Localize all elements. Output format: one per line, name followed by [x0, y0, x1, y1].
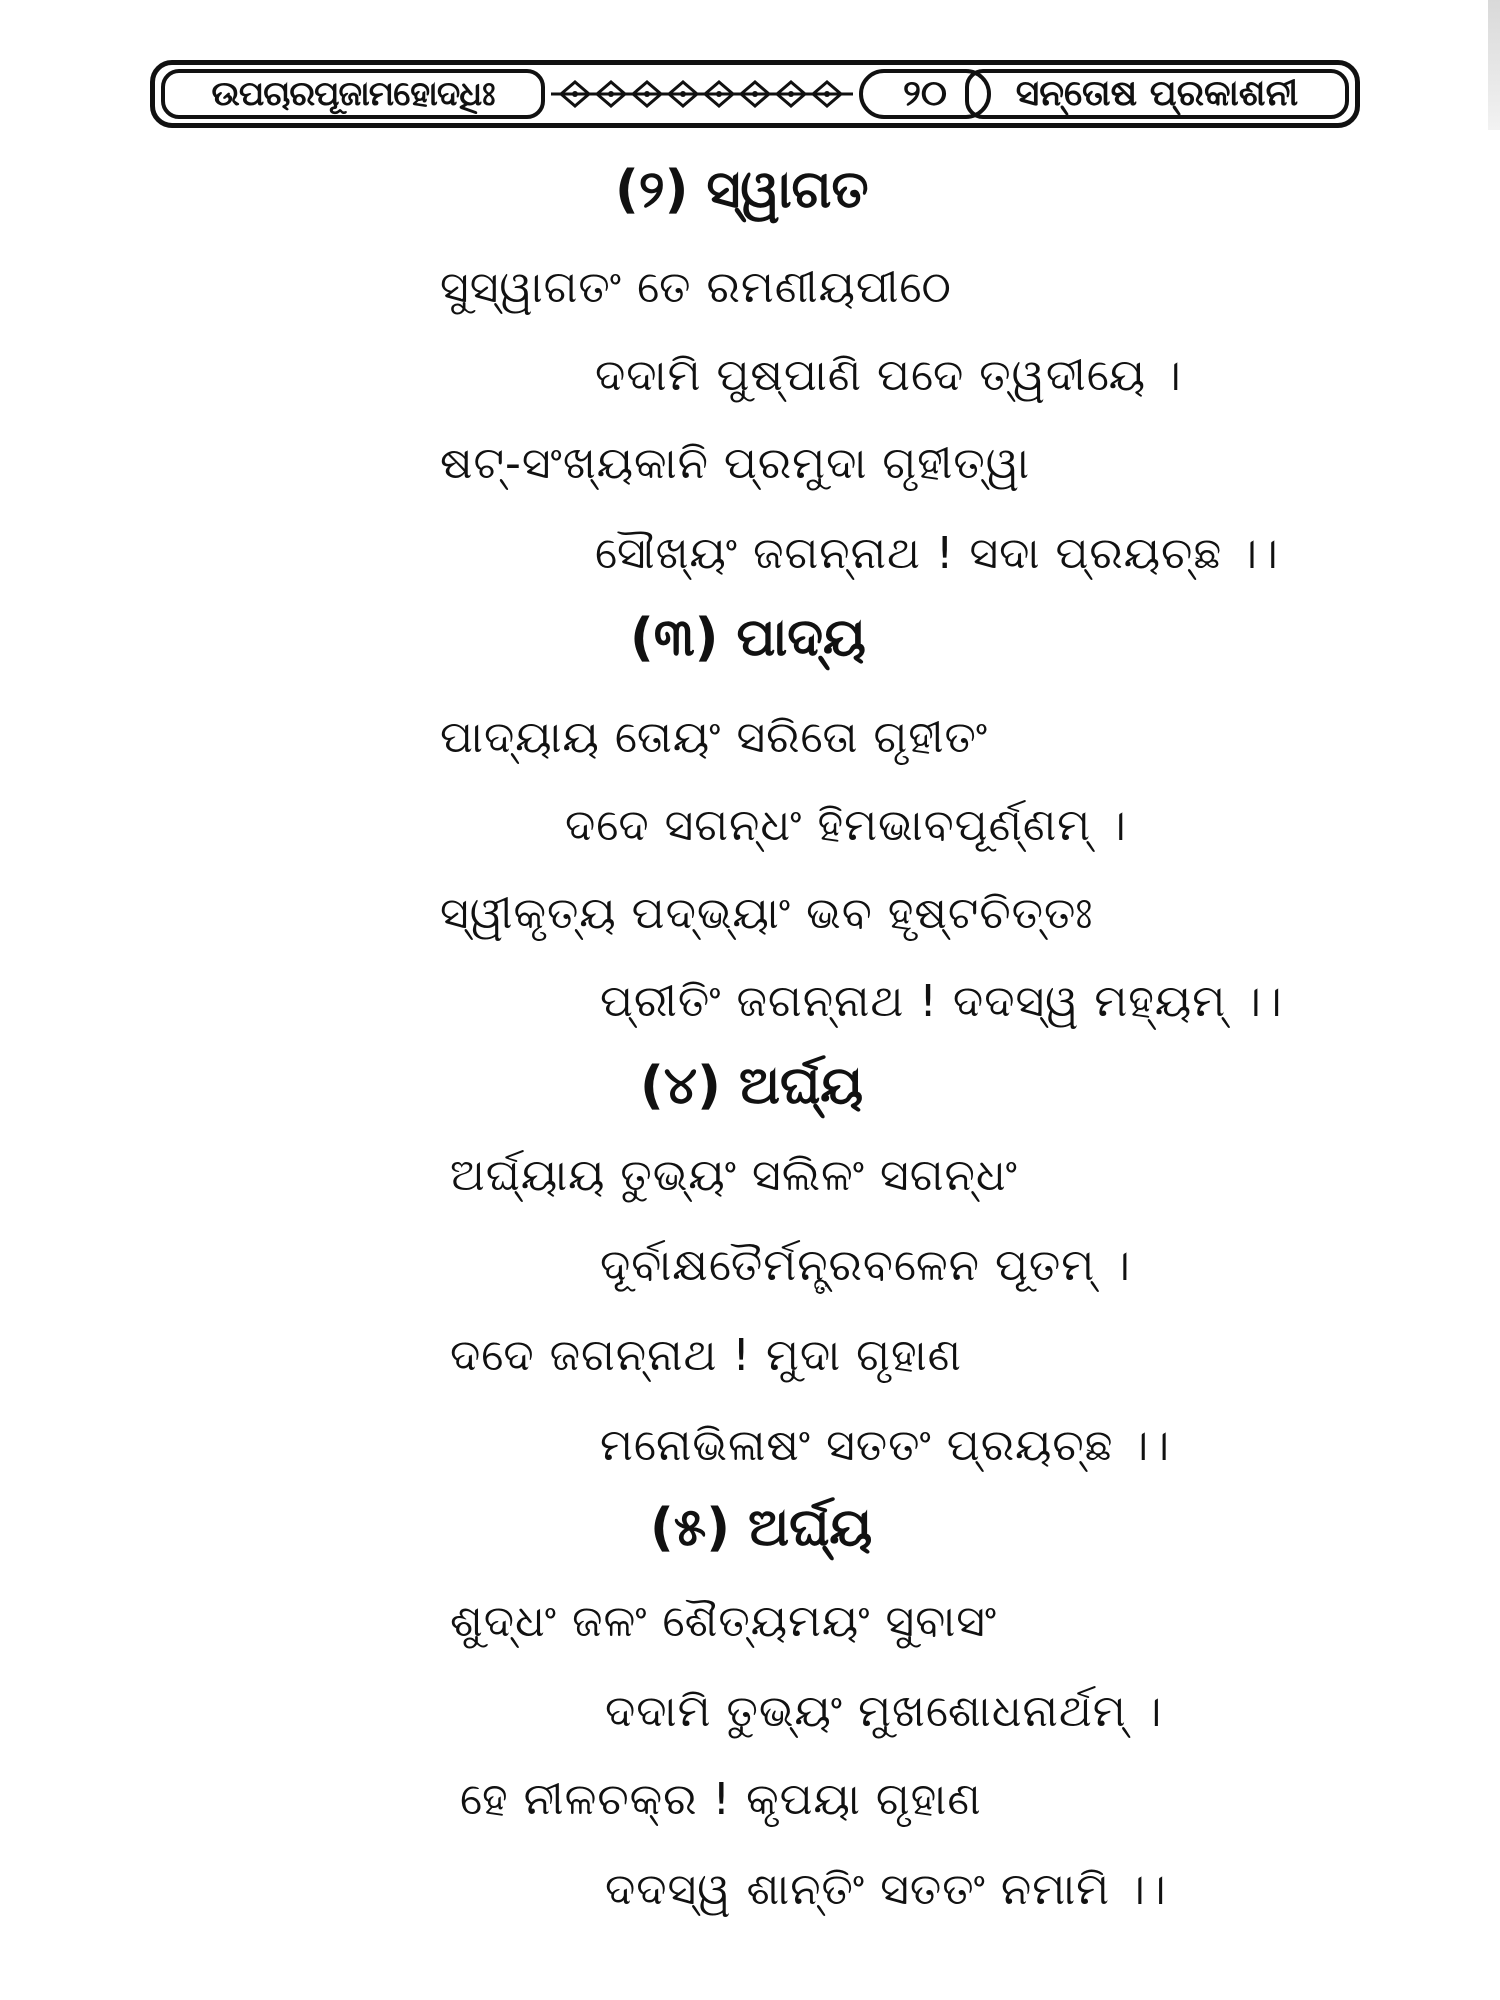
verse-line: ମନୋଭିଳାଷଂ ସତତଂ ପ୍ରୟଚ୍ଛ ।। [600, 1420, 1171, 1471]
verse-line: ସ୍ୱୀକୃତ୍ୟ ପଦ୍ଭ୍ୟାଂ ଭବ ହୃଷ୍ଟଚିତ୍ତଃ [440, 888, 1094, 939]
section-heading-swagata: (୨) ସ୍ୱାଗତ [615, 160, 869, 220]
verse-line: ଶୁଦ୍ଧଂ ଜଳଂ ଶୈତ୍ୟମୟଂ ସୁବାସଂ [450, 1596, 998, 1647]
header-ornament-left [551, 77, 853, 111]
verse-line: ସୌଖ୍ୟଂ ଜଗନ୍ନାଥ ! ସଦା ପ୍ରୟଚ୍ଛ ।। [595, 528, 1279, 579]
verse-line: ସୁସ୍ୱାଗତଂ ତେ ରମଣୀୟପୀଠେ [440, 262, 952, 313]
page-number: ୨୦ [859, 69, 991, 119]
verse-line: ଦଦାମି ତୁଭ୍ୟଂ ମୁଖଶୋଧନାର୍ଥମ୍ । [605, 1686, 1163, 1737]
verse-line: ଦଦସ୍ୱ ଶାନ୍ତିଂ ସତତଂ ନମାମି ।। [605, 1864, 1167, 1915]
publisher-name: ସନ୍ତୋଷ ପ୍ରକାଶନୀ [965, 69, 1349, 119]
page-edge-shadow [1488, 0, 1500, 130]
section-heading-arghya-2: (୫) ଅର୍ଘ୍ୟ [650, 1498, 873, 1558]
running-header [150, 60, 1360, 128]
verse-line: ପାଦ୍ୟାୟ ତୋୟଂ ସରିତୋ ଗୃହୀତଂ [440, 712, 989, 763]
section-heading-padya: (୩) ପାଦ୍ୟ [630, 608, 866, 668]
verse-line: ଦଦେ ସଗନ୍ଧଂ ହିମଭାବପୂର୍ଣ୍ଣମ୍ । [565, 800, 1127, 851]
verse-line: ଦଦେ ଜଗନ୍ନାଥ ! ମୁଦା ଗୃହାଣ [450, 1330, 962, 1381]
verse-line: ଦଦାମି ପୁଷ୍ପାଣି ପଦେ ତ୍ୱଦୀୟେ । [595, 350, 1182, 401]
verse-line: ଷଟ୍-ସଂଖ୍ୟକାନି ପ୍ରମୁଦା ଗୃହୀତ୍ୱା [440, 438, 1031, 489]
verse-line: ହେ ନୀଳଚକ୍ର ! କୃପୟା ଗୃହାଣ [460, 1774, 982, 1825]
verse-line: ଅର୍ଘ୍ୟାୟ ତୁଭ୍ୟଂ ସଲିଳଂ ସଗନ୍ଧଂ [450, 1150, 1018, 1201]
verse-line: ଦୂର୍ବାକ୍ଷତୈର୍ମନ୍ତ୍ରବଳେନ ପୂତମ୍ । [600, 1240, 1131, 1291]
verse-line: ପ୍ରୀତିଂ ଜଗନ୍ନାଥ ! ଦଦସ୍ୱ ମହ୍ୟମ୍ ।। [600, 976, 1283, 1027]
section-heading-arghya-1: (୪) ଅର୍ଘ୍ୟ [640, 1056, 864, 1116]
book-title: ଉପଚାରପୂଜାମହୋଦଧିଃ [161, 69, 545, 119]
